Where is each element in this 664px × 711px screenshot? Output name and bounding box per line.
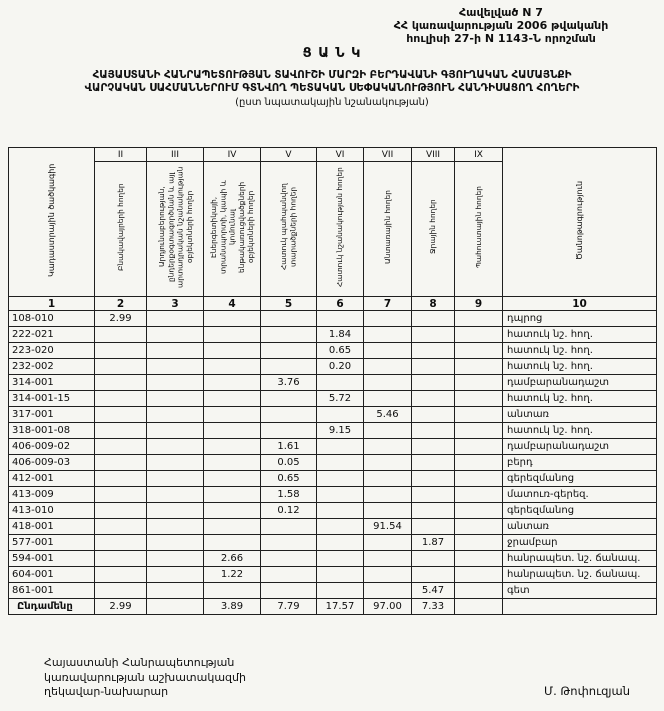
header-forest-lands-label: Անտառային հողեր: [382, 190, 392, 265]
signatory-line-3: ղեկավար-նախարար: [44, 685, 169, 699]
value-cell-col9: [455, 487, 503, 503]
value-cell-col7: [364, 503, 412, 519]
value-cell-col7: [364, 583, 412, 599]
signatory-block: [44, 656, 246, 700]
roman-numeral-row: [9, 148, 657, 162]
value-cell-col2: [95, 583, 147, 599]
value-cell-col8: [412, 391, 455, 407]
value-cell-col9: [455, 455, 503, 471]
cadastral-code-cell: 314-001: [9, 375, 95, 391]
table-row: [9, 519, 657, 535]
note-cell: հանրապետ. նշ. ճանապ.: [503, 567, 657, 583]
title-line-2: ՎԱՐՉԱԿԱՆ ՍԱՀՄԱՆՆԵՐՈՒՄ ԳՏՆՎՈՂ ՊԵՏԱԿԱՆ ՍԵՓԱԿԱՆՈՒԹՅՈՒՆ ՀԱՆԴԻՍԱՑՈՂ ՀՈՂԵՐԻ: [84, 82, 580, 95]
column-number-9: 9: [455, 297, 503, 311]
value-cell-col3: [147, 343, 204, 359]
value-cell-col9: [455, 471, 503, 487]
value-cell-col9: [455, 311, 503, 327]
value-cell-col2: [95, 407, 147, 423]
value-cell-col6: [317, 487, 364, 503]
value-cell-col3: [147, 567, 204, 583]
value-cell-col7: [364, 327, 412, 343]
table-row: [9, 423, 657, 439]
table-row: [9, 359, 657, 375]
total-value-4: 3.89: [204, 599, 261, 615]
value-cell-col6: 9.15: [317, 423, 364, 439]
value-cell-col9: [455, 407, 503, 423]
header-cell-residential-lands: [95, 162, 147, 297]
note-cell: անտառ: [503, 407, 657, 423]
value-cell-col8: [412, 343, 455, 359]
cadastral-code-cell: 232-002: [9, 359, 95, 375]
appendix-line-3: հուլիսի 27-ի N 1143-Ն որոշման: [406, 32, 596, 46]
table-row: [9, 567, 657, 583]
table-row: [9, 407, 657, 423]
value-cell-col5: [261, 327, 317, 343]
value-cell-col4: [204, 423, 261, 439]
cadastral-code-cell: 577-001: [9, 535, 95, 551]
value-cell-col4: [204, 535, 261, 551]
column-number-2: 2: [95, 297, 147, 311]
value-cell-col5: [261, 407, 317, 423]
column-number-5: 5: [261, 297, 317, 311]
value-cell-col5: [261, 551, 317, 567]
header-protected-lands-label: Հատուկ պահպանվող տարածքների հողեր: [279, 183, 298, 271]
total-value-6: 17.57: [317, 599, 364, 615]
note-cell: հատուկ նշ. հող.: [503, 391, 657, 407]
header-cell-reserve-lands: [455, 162, 503, 297]
signature-name: Մ. Թոփուզյան: [544, 684, 630, 698]
value-cell-col7: [364, 391, 412, 407]
column-number-3: 3: [147, 297, 204, 311]
value-cell-col9: [455, 359, 503, 375]
appendix-block: [372, 6, 630, 46]
value-cell-col3: [147, 359, 204, 375]
value-cell-col3: [147, 455, 204, 471]
value-cell-col5: [261, 423, 317, 439]
total-note: [503, 599, 657, 615]
value-cell-col2: [95, 519, 147, 535]
value-cell-col7: [364, 551, 412, 567]
total-row: [9, 599, 657, 615]
header-cell-infrastructure-lands: [204, 162, 261, 297]
value-cell-col5: 0.12: [261, 503, 317, 519]
value-cell-col8: [412, 359, 455, 375]
value-cell-col9: [455, 423, 503, 439]
note-cell: բերդ: [503, 455, 657, 471]
value-cell-col6: [317, 311, 364, 327]
roman-numeral-ix: IX: [455, 148, 503, 162]
value-cell-col9: [455, 327, 503, 343]
value-cell-col4: [204, 343, 261, 359]
value-cell-col3: [147, 551, 204, 567]
value-cell-col7: 91.54: [364, 519, 412, 535]
value-cell-col9: [455, 375, 503, 391]
cadastral-code-cell: 406-009-03: [9, 455, 95, 471]
value-cell-col9: [455, 503, 503, 519]
header-industrial-lands-label: Արդյունաբերության, ընդերքօգտագործման և այլ արտադրական նշանակության օբյեկտների հողեր: [156, 166, 194, 288]
value-cell-col6: 1.84: [317, 327, 364, 343]
value-cell-col5: [261, 535, 317, 551]
column-number-7: 7: [364, 297, 412, 311]
value-cell-col7: [364, 375, 412, 391]
note-cell: դամբարանադաշտ: [503, 375, 657, 391]
cadastral-code-cell: 412-001: [9, 471, 95, 487]
table-row: [9, 503, 657, 519]
value-cell-col3: [147, 375, 204, 391]
note-cell: մատուռ-գերեզ.: [503, 487, 657, 503]
value-cell-col8: [412, 503, 455, 519]
header-cell-industrial-lands: [147, 162, 204, 297]
header-reserve-lands-label: Պահուստային հողեր: [473, 186, 483, 269]
value-cell-col8: [412, 407, 455, 423]
value-cell-col8: [412, 567, 455, 583]
cadastral-code-cell: 223-020: [9, 343, 95, 359]
cadastral-code-cell: 861-001: [9, 583, 95, 599]
value-cell-col2: [95, 343, 147, 359]
value-cell-col9: [455, 391, 503, 407]
value-cell-col9: [455, 583, 503, 599]
cadastral-code-cell: 406-009-02: [9, 439, 95, 455]
value-cell-col2: [95, 455, 147, 471]
table-row: [9, 327, 657, 343]
table-row: [9, 583, 657, 599]
value-cell-col6: 0.65: [317, 343, 364, 359]
column-number-6: 6: [317, 297, 364, 311]
table-row: [9, 551, 657, 567]
value-cell-col3: [147, 423, 204, 439]
value-cell-col5: 1.61: [261, 439, 317, 455]
value-cell-col2: [95, 375, 147, 391]
header-infrastructure-lands-label: Էներգետիկայի, տրանսպորտի, կապի և կոմունալ ենթակառուցվածքների օբյեկտների հողեր: [208, 180, 255, 275]
value-cell-col7: [364, 343, 412, 359]
title-block: [0, 46, 664, 108]
value-cell-col4: [204, 391, 261, 407]
value-cell-col8: 1.87: [412, 535, 455, 551]
value-cell-col6: [317, 567, 364, 583]
value-cell-col7: [364, 311, 412, 327]
header-water-lands-label: Ջրային հողեր: [428, 199, 438, 255]
total-value-8: 7.33: [412, 599, 455, 615]
value-cell-col3: [147, 487, 204, 503]
value-cell-col4: 1.22: [204, 567, 261, 583]
table-row: [9, 487, 657, 503]
value-cell-col2: [95, 567, 147, 583]
cadastral-code-cell: 318-001-08: [9, 423, 95, 439]
appendix-line-1: Հավելված N 7: [459, 6, 543, 19]
total-value-7: 97.00: [364, 599, 412, 615]
value-cell-col4: [204, 407, 261, 423]
cadastral-code-cell: 413-009: [9, 487, 95, 503]
value-cell-col2: [95, 359, 147, 375]
cadastral-code-cell: 317-001: [9, 407, 95, 423]
note-cell: դպրոց: [503, 311, 657, 327]
value-cell-col5: [261, 343, 317, 359]
note-cell: գերեզմանոց: [503, 471, 657, 487]
value-cell-col5: 3.76: [261, 375, 317, 391]
value-cell-col7: [364, 439, 412, 455]
value-cell-col4: [204, 439, 261, 455]
value-cell-col4: [204, 455, 261, 471]
value-cell-col3: [147, 471, 204, 487]
value-cell-col5: 0.05: [261, 455, 317, 471]
value-cell-col5: [261, 583, 317, 599]
value-cell-col5: 0.65: [261, 471, 317, 487]
value-cell-col2: [95, 423, 147, 439]
header-cell-water-lands: [412, 162, 455, 297]
roman-numeral-iii: III: [147, 148, 204, 162]
value-cell-col8: [412, 311, 455, 327]
value-cell-col2: [95, 391, 147, 407]
cadastral-code-cell: 594-001: [9, 551, 95, 567]
value-cell-col6: [317, 471, 364, 487]
value-cell-col9: [455, 343, 503, 359]
value-cell-col6: [317, 407, 364, 423]
value-cell-col7: [364, 423, 412, 439]
value-cell-col2: [95, 471, 147, 487]
value-cell-col9: [455, 551, 503, 567]
header-special-purpose-lands-label: Հատուկ նշանակության հողեր: [335, 167, 345, 288]
cadastral-code-cell: 604-001: [9, 567, 95, 583]
value-cell-col3: [147, 327, 204, 343]
value-cell-col5: [261, 567, 317, 583]
value-cell-col7: [364, 455, 412, 471]
value-cell-col8: [412, 455, 455, 471]
value-cell-col3: [147, 439, 204, 455]
header-cell-special-purpose-lands: [317, 162, 364, 297]
note-cell: դամբարանադաշտ: [503, 439, 657, 455]
title-subtitle: (ըստ նպատակային նշանակության): [235, 96, 429, 108]
value-cell-col4: [204, 487, 261, 503]
table-row: [9, 535, 657, 551]
value-cell-col6: [317, 503, 364, 519]
roman-numeral-ii: II: [95, 148, 147, 162]
value-cell-col2: 2.99: [95, 311, 147, 327]
cadastral-code-cell: 222-021: [9, 327, 95, 343]
roman-numeral-vi: VI: [317, 148, 364, 162]
roman-numeral-vii: VII: [364, 148, 412, 162]
table-row: [9, 343, 657, 359]
table-row: [9, 439, 657, 455]
value-cell-col2: [95, 503, 147, 519]
value-cell-col7: [364, 359, 412, 375]
value-cell-col6: [317, 375, 364, 391]
header-cadastral-code-label: Կադաստրային ծածկագիր: [46, 163, 56, 277]
value-cell-col8: [412, 551, 455, 567]
value-cell-col6: 0.20: [317, 359, 364, 375]
roman-numeral-viii: VIII: [412, 148, 455, 162]
table-row: [9, 311, 657, 327]
value-cell-col4: 2.66: [204, 551, 261, 567]
value-cell-col3: [147, 503, 204, 519]
value-cell-col5: [261, 359, 317, 375]
value-cell-col5: [261, 391, 317, 407]
value-cell-col4: [204, 311, 261, 327]
value-cell-col6: [317, 519, 364, 535]
value-cell-col9: [455, 439, 503, 455]
value-cell-col5: [261, 311, 317, 327]
note-cell: հանրապետ. նշ. ճանապ.: [503, 551, 657, 567]
total-label: Ընդամենը: [9, 599, 95, 615]
total-value-9: [455, 599, 503, 615]
roman-numeral-v: V: [261, 148, 317, 162]
value-cell-col4: [204, 583, 261, 599]
value-cell-col4: [204, 359, 261, 375]
land-categories-table: [8, 147, 657, 615]
appendix-line-2: ՀՀ կառավարության 2006 թվականի: [393, 19, 609, 33]
table-row: [9, 471, 657, 487]
cadastral-code-cell: 108-010: [9, 311, 95, 327]
roman-numeral-iv: IV: [204, 148, 261, 162]
value-cell-col8: [412, 439, 455, 455]
value-cell-col3: [147, 535, 204, 551]
value-cell-col5: 1.58: [261, 487, 317, 503]
value-cell-col5: [261, 519, 317, 535]
value-cell-col6: 5.72: [317, 391, 364, 407]
value-cell-col7: [364, 471, 412, 487]
value-cell-col9: [455, 567, 503, 583]
column-number-10: 10: [503, 297, 657, 311]
value-cell-col7: 5.46: [364, 407, 412, 423]
value-cell-col8: [412, 327, 455, 343]
signatory-line-1: Հայաստանի Հանրապետության: [44, 656, 235, 669]
cadastral-code-cell: 413-010: [9, 503, 95, 519]
value-cell-col6: [317, 455, 364, 471]
value-cell-col7: [364, 535, 412, 551]
note-cell: հատուկ նշ. հող.: [503, 343, 657, 359]
value-cell-col8: [412, 423, 455, 439]
value-cell-col4: [204, 375, 261, 391]
note-cell: հատուկ նշ. հող.: [503, 423, 657, 439]
cadastral-code-cell: 314-001-15: [9, 391, 95, 407]
value-cell-col6: [317, 535, 364, 551]
table-row: [9, 375, 657, 391]
header-note-label: Ծանոթագրություն: [574, 180, 584, 260]
table-row: [9, 391, 657, 407]
value-cell-col2: [95, 551, 147, 567]
header-cell-cadastral-code: [9, 148, 95, 297]
column-number-row: [9, 297, 657, 311]
note-cell: ջրամբար: [503, 535, 657, 551]
note-cell: գերեզմանոց: [503, 503, 657, 519]
value-cell-col2: [95, 487, 147, 503]
value-cell-col8: [412, 471, 455, 487]
signatory-line-2: կառավարության աշխատակազմի: [44, 670, 246, 684]
header-cell-protected-lands: [261, 162, 317, 297]
value-cell-col2: [95, 535, 147, 551]
cadastral-code-cell: 418-001: [9, 519, 95, 535]
total-value-5: 7.79: [261, 599, 317, 615]
value-cell-col4: [204, 519, 261, 535]
title-line-1: ՀԱՅԱՍՏԱՆԻ ՀԱՆՐԱՊԵՏՈՒԹՅԱՆ ՏԱՎՈՒՇԻ ՄԱՐԶԻ ԲԵՐԴԱՎԱՆԻ ԳՅՈՒՂԱԿԱՆ ՀԱՄԱՅՆՔԻ: [92, 69, 572, 81]
note-cell: հատուկ նշ. հող.: [503, 359, 657, 375]
value-cell-col4: [204, 471, 261, 487]
value-cell-col9: [455, 519, 503, 535]
value-cell-col8: [412, 487, 455, 503]
header-residential-lands-label: Բնակավայրերի հողեր: [115, 183, 125, 271]
header-cell-note: [503, 148, 657, 297]
value-cell-col2: [95, 327, 147, 343]
note-cell: գետ: [503, 583, 657, 599]
column-number-1: 1: [9, 297, 95, 311]
value-cell-col2: [95, 439, 147, 455]
note-cell: հատուկ նշ. հող.: [503, 327, 657, 343]
document-title: Ց Ա Ն Կ: [302, 46, 362, 61]
value-cell-col3: [147, 391, 204, 407]
note-cell: անտառ: [503, 519, 657, 535]
value-cell-col3: [147, 407, 204, 423]
value-cell-col8: [412, 519, 455, 535]
total-value-3: [147, 599, 204, 615]
value-cell-col3: [147, 311, 204, 327]
value-cell-col3: [147, 519, 204, 535]
value-cell-col7: [364, 487, 412, 503]
column-number-4: 4: [204, 297, 261, 311]
value-cell-col6: [317, 551, 364, 567]
value-cell-col6: [317, 439, 364, 455]
value-cell-col7: [364, 567, 412, 583]
header-cell-forest-lands: [364, 162, 412, 297]
value-cell-col6: [317, 583, 364, 599]
value-cell-col3: [147, 583, 204, 599]
column-number-8: 8: [412, 297, 455, 311]
value-cell-col8: [412, 375, 455, 391]
table-row: [9, 455, 657, 471]
value-cell-col4: [204, 327, 261, 343]
value-cell-col8: 5.47: [412, 583, 455, 599]
value-cell-col4: [204, 503, 261, 519]
total-value-2: 2.99: [95, 599, 147, 615]
value-cell-col9: [455, 535, 503, 551]
